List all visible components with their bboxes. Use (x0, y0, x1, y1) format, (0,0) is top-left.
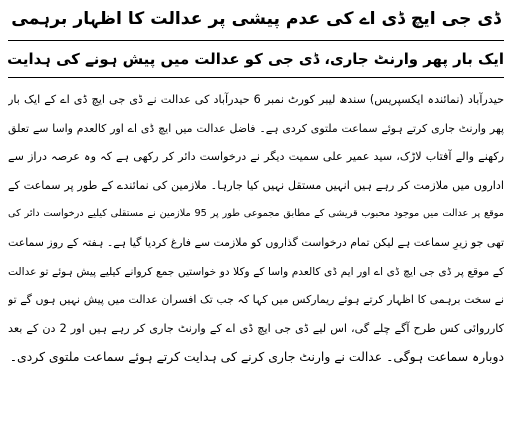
body-line: نے سخت برہمی کا اظہار کرتے ہوئے ریمارکس میں کہا کہ جب تک افسران عدالت میں پیش نہیں ہوں گے تو (8, 293, 504, 307)
article-body (8, 86, 504, 372)
headline: ڈی جی ایچ ڈی اے کی عدم پیشی پر عدالت کا اظہار برہمی (11, 9, 501, 29)
body-line: حیدرآباد (نمائندہ ایکسپریس) سندھ لیبر کورٹ نمبر 6 حیدرآباد کی عدالت نے ڈی جی ایچ ڈی اے کے ایک بار (8, 93, 504, 106)
body-line: اداروں میں ملازمت کر رہے ہیں انہیں مستقل نہیں کیا جارہا۔ ملازمین کی نمائندے کے طور پر سماعت کے (8, 178, 504, 192)
divider-bottom (8, 77, 504, 78)
body-line: پھر وارنٹ جاری کرتے ہوئے سماعت ملتوی کردی ہے۔ فاضل عدالت میں ایچ ڈی اے اور کالعدم واسا سے تعلق (8, 121, 504, 135)
body-line: تھی جو زیرِ سماعت ہے لیکن تمام درخواست گذاروں کو ملازمت سے فارغ کردیا گیا ہے۔ ہفتہ کے روز سماعت (8, 235, 504, 249)
body-line: رکھنے والے آفتاب لاڑک، سید عمیر علی سمیت دیگر نے درخواست دائر کر رکھی ہے کہ وہ عرصہ دراز سے (8, 150, 504, 164)
subheadline: ایک بار پھر وارنٹ جاری، ڈی جی کو عدالت میں پیش ہونے کی ہدایت (7, 50, 504, 68)
divider-top (8, 40, 504, 41)
body-line: دوبارہ سماعت ہوگی۔ عدالت نے وارنٹ جاری کرنے کی ہدایت کرتے ہوئے سماعت ملتوی کردی۔ (9, 349, 504, 365)
body-line: کارروائی کس طرح آگے چلے گی، اس لیے ڈی جی ایچ ڈی اے کے وارنٹ جاری کر رہے ہیں اور 2 دن کے بعد (8, 321, 504, 335)
body-line: کے موقع پر ڈی جی ایچ ڈی اے اور ایم ڈی کالعدم واسا کے وکلا دو خواستیں جمع کروانے کیلیے پیش ہوئے تو عدالت (8, 265, 504, 278)
body-line: موقع پر عدالت میں موجود محبوب قریشی کے مطابق مجموعی طور پر 95 ملازمین نے مستقلی کیلیے درخواست دائر کی (8, 208, 504, 220)
